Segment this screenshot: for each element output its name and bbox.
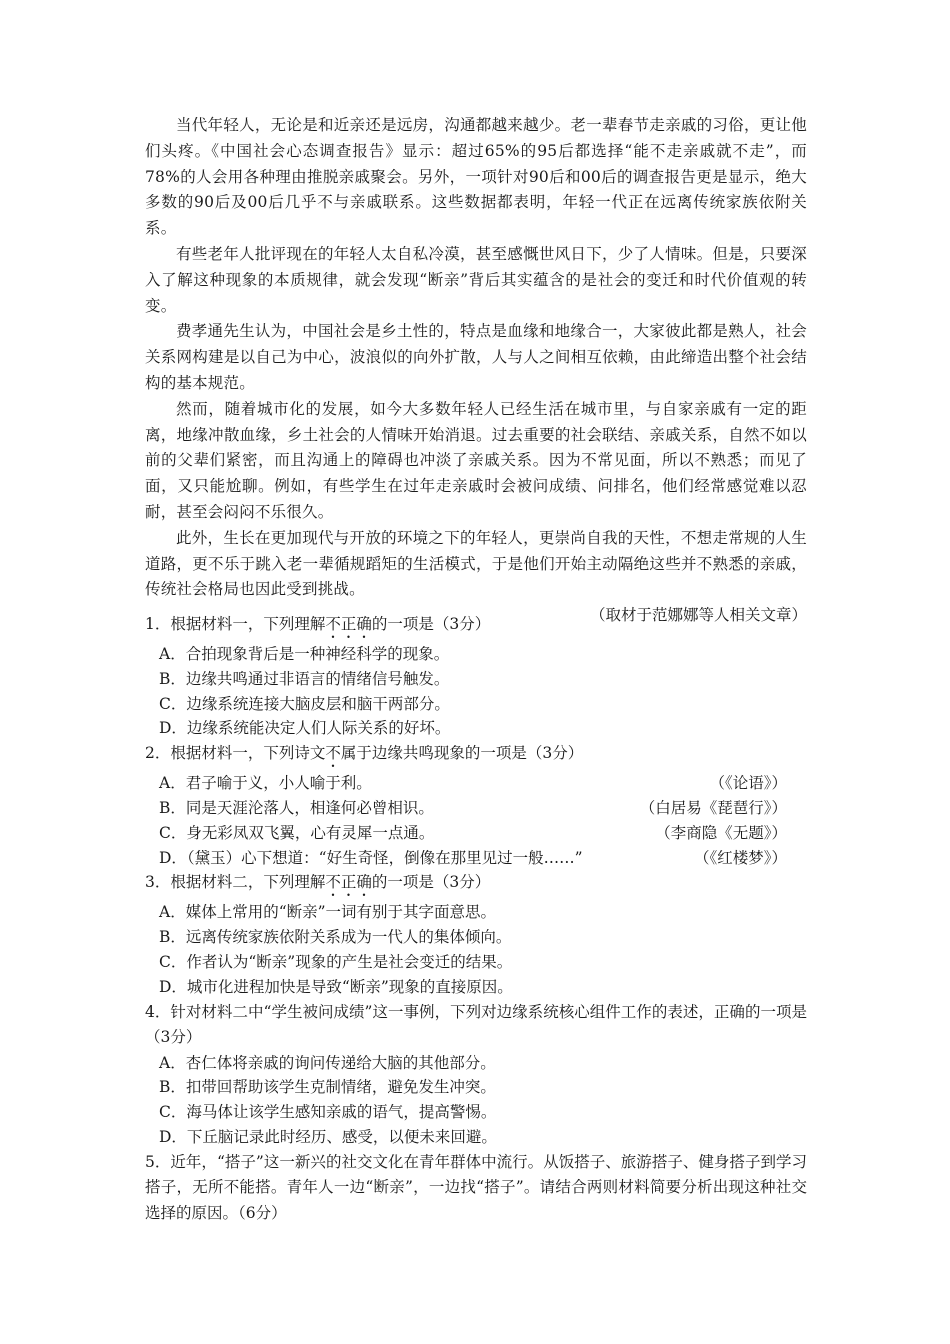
option-text: C．海马体让该学生感知亲戚的语气，提高警惕。 (159, 1103, 497, 1122)
option-b (145, 925, 807, 950)
stem-text: 3．根据材料二，下列理解 (145, 873, 326, 892)
option-d (145, 975, 807, 1000)
option-text: D．边缘系统能决定人们人际关系的好坏。 (159, 719, 451, 738)
emphasis-text: 不正确 (325, 615, 372, 633)
option-b (145, 796, 807, 821)
option-a (145, 642, 807, 667)
option-text: D．城市化进程加快是导致“断亲”现象的直接原因。 (159, 977, 513, 996)
question-2 (145, 741, 807, 870)
option-c (145, 950, 807, 975)
option-source: （《红楼梦》） (693, 848, 787, 867)
option-b (145, 667, 807, 692)
passage-paragraph-4: 然而，随着城市化的发展，如今大多数年轻人已经生活在城市里，与自家亲戚有一定的距离，地缘冲散血缘，乡土社会的人情味开始消退。过去重要的社会联结、亲戚关系，自然不如以前的父辈们紧密，而且沟通上的障碍也冲淡了亲戚关系。因为不常见面，所以不熟悉；而见了面，又只能尬聊。例如，有些学生在过年走亲戚时会被问成绩、问排名，他们经常感觉难以忍耐，甚至会闷闷不乐很久。 (145, 399, 807, 521)
question-3 (145, 870, 807, 999)
option-text: B．扣带回帮助该学生克制情绪，避免发生冲突。 (159, 1078, 496, 1097)
question-stem (145, 1000, 807, 1051)
option-source: （白居易《琵琶行》） (639, 798, 787, 817)
option-text: C．边缘系统连接大脑皮层和脑干两部分。 (159, 694, 450, 713)
option-text: C．作者认为“断亲”现象的产生是社会变迁的结果。 (159, 952, 513, 971)
option-d (145, 716, 807, 741)
option-source: （《论语》） (709, 774, 787, 793)
stem-text: 的一项是（3分） (371, 873, 491, 892)
option-a (145, 900, 807, 925)
option-text: B．远离传统家族依附关系成为一代人的集体倾向。 (159, 928, 512, 947)
passage-source: （取材于范娜娜等人相关文章） (589, 606, 807, 625)
option-c (145, 1100, 807, 1125)
stem-text: 属于边缘共鸣现象的一项是（3分） (340, 744, 584, 763)
question-5 (145, 1150, 807, 1227)
passage-paragraph-5: 此外，生长在更加现代与开放的环境之下的年轻人，更崇尚自我的天性，不想走常规的人生道路，更不乐于跳入老一辈循规蹈矩的生活模式，于是他们开始主动隔绝这些并不熟悉的亲戚，传统社会格局也因此受到挑战。 (145, 528, 807, 599)
option-source: （李商隐《无题》） (655, 823, 787, 842)
reading-passage (145, 113, 807, 629)
option-text: C．身无彩凤双飞翼，心有灵犀一点通。 (159, 823, 435, 842)
option-c (145, 821, 807, 846)
stem-text: 的一项是（3分） (371, 615, 491, 633)
stem-text: 2．根据材料一，下列诗文 (145, 744, 326, 763)
option-d (145, 846, 807, 871)
passage-paragraph-2: 有些老年人批评现在的年轻人太自私冷漠，甚至感慨世风日下，少了人情味。但是，只要深入了解这种现象的本质规律，就会发现“断亲”背后其实蕴含的是社会的变迁和时代价值观的转变。 (145, 244, 807, 315)
emphasis-text: 不 (325, 744, 341, 763)
option-text: A．媒体上常用的“断亲”一词有别于其字面意思。 (159, 903, 497, 922)
option-text: D．（黛玉）心下想道：“好生奇怪，倒像在那里见过一般……” (159, 848, 583, 867)
question-list (145, 612, 807, 1226)
option-text: B．边缘共鸣通过非语言的情绪信号触发。 (159, 669, 450, 688)
question-1 (145, 612, 807, 741)
option-text: B．同是天涯沦落人，相逢何必曾相识。 (159, 798, 434, 817)
option-a (145, 771, 807, 796)
question-stem (145, 870, 807, 900)
question-stem (145, 612, 807, 642)
question-stem (145, 741, 807, 771)
option-text: A．杏仁体将亲戚的询问传递给大脑的其他部分。 (159, 1053, 496, 1072)
question-4 (145, 1000, 807, 1150)
option-text: D．下丘脑记录此时经历、感受，以便未来回避。 (159, 1127, 497, 1146)
option-a (145, 1051, 807, 1076)
emphasis-text: 不正确 (325, 873, 372, 892)
stem-text: 5．近年，“搭子”这一新兴的社交文化在青年群体中流行。从饭搭子、旅游搭子、健身搭子到学习搭子，无所不能搭。青年人一边“断亲”，一边找“搭子”。请结合两则材料简要分析出现这种社交选择的原因。（6分） (145, 1152, 807, 1222)
stem-text: 4．针对材料二中“学生被问成绩”这一事例，下列对边缘系统核心组件工作的表述，正确的一项是（3分） (145, 1002, 807, 1047)
option-b (145, 1075, 807, 1100)
option-text: A．君子喻于义，小人喻于利。 (159, 774, 372, 793)
question-stem (145, 1150, 807, 1227)
passage-paragraph-3: 费孝通先生认为，中国社会是乡土性的，特点是血缘和地缘合一，大家彼此都是熟人，社会关系网构建是以自己为中心，波浪似的向外扩散，人与人之间相互依赖，由此缔造出整个社会结构的基本规范。 (145, 322, 807, 392)
passage-paragraph-1: 当代年轻人，无论是和近亲还是远房，沟通都越来越少。老一辈春节走亲戚的习俗，更让他们头疼。《中国社会心态调查报告》显示：超过65%的95后都选择“能不走亲戚就不走”，而78%的人会用各种理由推脱亲戚聚会。另外，一项针对90后和00后的调查报告更是显示，绝大多数的90后及00后几乎不与亲戚联系。这些数据都表明，年轻一代正在远离传统家族依附关系。 (145, 116, 807, 238)
option-c (145, 692, 807, 717)
option-d (145, 1125, 807, 1150)
stem-text: 1．根据材料一，下列理解 (145, 615, 326, 633)
option-text: A．合拍现象背后是一种神经科学的现象。 (159, 645, 450, 663)
